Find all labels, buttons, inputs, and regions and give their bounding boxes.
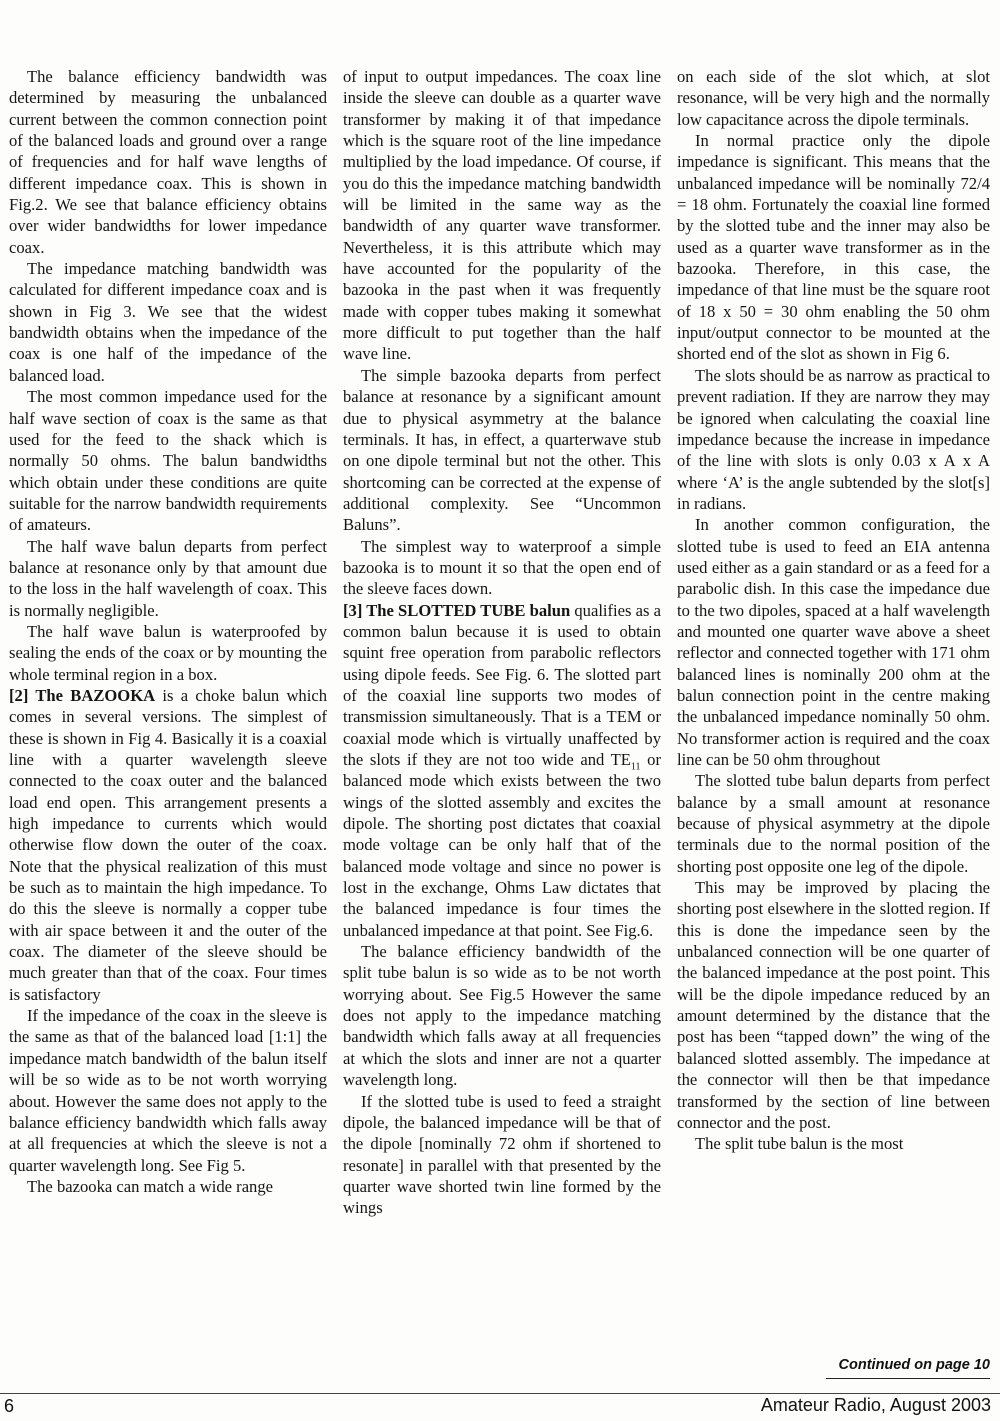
paragraph-body: is a choke balun which comes in several versions. The simplest of these is shown in Fig 4. Basically it is a coaxial line with a quarter wavelength sleeve connected to the coax outer and the balanced load end open. This arrangement presents a high impedance to currents which would otherwise flow down the outer of the coax. Note that the physical realization of this must be such as to maintain the high impedance. To do this the sleeve is normally a copper tube with air space between it and the outer of the coax. The diameter of the sleeve should be much greater than that of the coax. Four times is satisfactory bbox=[9, 685, 327, 1004]
text-column-3 bbox=[677, 66, 990, 1366]
continued-note: Continued on page 10 bbox=[838, 1357, 990, 1373]
paragraph: If the slotted tube is used to feed a straight dipole, the balanced impedance will be that of the dipole [nominally 72 ohm if shortened to resonate] in parallel with that presented by the quarter wave shorted twin line formed by the wings bbox=[343, 1091, 661, 1218]
section-heading-bazooka: [2] The BAZOOKA bbox=[9, 685, 156, 705]
paragraph: In normal practice only the dipole impedance is significant. This means that the unbalanced impedance will be nominally 72/4 = 18 ohm. Fortunately the coaxial line formed by the slotted tube and the inner may also be used as a quarter wave transformer as in the bazooka. Therefore, in this case, the impedance of that line must be the square root of 18 x 50 = 30 ohm enabling the 50 ohm input/output connector to be mounted at the shorted end of the slot as shown in Fig 6. bbox=[677, 131, 990, 364]
section-paragraph-slotted-tube bbox=[343, 600, 661, 942]
paragraph: The split tube balun is the most bbox=[695, 1134, 904, 1154]
paragraph: The balance efficiency bandwidth of the split tube balun is so wide as to be not worth worrying about. See Fig.5 However the same does not apply to the impedance matching bandwidth which falls away at all frequencies at which the slots and inner are not a quarter wavelength long. bbox=[343, 942, 661, 1090]
paragraph: The half wave balun is waterproofed by sealing the ends of the coax or by mounting the whole terminal region in a box. bbox=[9, 621, 327, 684]
footer-rule bbox=[0, 1393, 1000, 1394]
paragraph: The slotted tube balun departs from perfect balance by a small amount at resonance because of physical asymmetry at the dipole terminals due to the normal position of the shorting post opposite one leg of the dipole. bbox=[677, 771, 990, 876]
paragraph: The half wave balun departs from perfect balance at resonance only by that amount due to the loss in the half wavelength of coax. This is normally negligible. bbox=[9, 536, 327, 620]
text-column-1 bbox=[9, 66, 327, 1366]
paragraph: The simple bazooka departs from perfect balance at resonance by a significant amount due to physical asymmetry at the balance terminals. It has, in effect, a quarterwave stub on one dipole terminal but not the other. This shortcoming can be corrected at the expense of additional complexity. See “Uncommon Baluns”. bbox=[343, 365, 661, 535]
paragraph: The impedance matching bandwidth was calculated for different impedance coax and is shown in Fig 3. We see that the widest bandwidth obtains when the impedance of the coax is one half of the impedance of the balanced load. bbox=[9, 259, 327, 385]
page-number: 6 bbox=[4, 1396, 15, 1416]
paragraph: The bazooka can match a wide range bbox=[27, 1176, 274, 1196]
paragraph: If the impedance of the coax in the sleeve is the same as that of the balanced load [1:1] the impedance match bandwidth of the balun itself will be so wide as to be not worth worrying about. However the same does not apply to the balance efficiency bandwidth which falls away at all frequencies at which the sleeve is not a quarter wavelength long. See Fig 5. bbox=[9, 1006, 327, 1175]
mode-subscript: 11 bbox=[630, 761, 641, 773]
paragraph: on each side of the slot which, at slot resonance, will be very high and the normally low capacitance across the dipole terminals. bbox=[677, 67, 990, 129]
paragraph: of input to output impedances. The coax line inside the sleeve can double as a quarter wave transformer by making it of that impedance which is the square root of the line impedance multiplied by the load impedance. Of course, if you do this the impedance matching bandwidth will be limited in the same way as the bandwidth of any quarter wave transformer. Nevertheless, it is this attribute which may have accounted for the popularity of the bazooka in the past when it was frequently made with copper tubes making it somewhat more difficult to put together than the half wave line. bbox=[343, 67, 661, 364]
text-column-2 bbox=[343, 66, 661, 1366]
section-heading-slotted-tube: [3] The SLOTTED TUBE balun bbox=[343, 600, 571, 620]
publication-info: Amateur Radio, August 2003 bbox=[760, 1395, 991, 1415]
section-paragraph-bazooka bbox=[9, 685, 327, 1005]
continued-rule bbox=[826, 1378, 990, 1379]
paragraph: The most common impedance used for the half wave section of coax is the same as that used for the feed to the shack which is normally 50 ohms. The balun bandwidths which obtain under these conditions are quite suitable for the narrow bandwidth requirements of amateurs. bbox=[9, 387, 327, 535]
paragraph: The slots should be as narrow as practical to prevent radiation. If they are narrow they may be ignored when calculating the coaxial line impedance because the increase in impedance of the line with slots is only 0.03 x A x A where ‘A’ is the angle subtended by the slot[s] in radians. bbox=[677, 365, 990, 513]
paragraph: The balance efficiency bandwidth was determined by measuring the unbalanced current between the common connection point of the balanced loads and ground over a range of frequencies and for half wave lengths of different impedance coax. This is shown in Fig.2. We see that balance efficiency obtains over wider bandwidths for lower impedance coax. bbox=[9, 67, 327, 257]
paragraph-body: qualifies as a common balun because it is used to obtain squint free operation from parabolic reflectors using dipole feeds. See Fig. 6. The slotted part of the coaxial line supports two modes of transmission simultaneously. That is a TEM or coaxial mode which is virtually unaffected by the slots if they are not too wide and TE bbox=[343, 600, 661, 769]
paragraph: This may be improved by placing the shorting post elsewhere in the slotted region. If this is done the impedance seen by the unbalanced connection will be one quarter of the balanced impedance at the post point. This will be the dipole impedance reduced by an amount determined by the distance that the post has been “tapped down” the wing of the balanced slotted assembly. The impedance at the connector will then be that impedance transformed by the section of line between connector and the post. bbox=[677, 878, 990, 1132]
paragraph: In another common configuration, the slotted tube is used to feed an EIA antenna used either as a gain standard or as a feed for a parabolic dish. In this case the impedance due to the two dipoles, spaced at a half wavelength and mounted one quarter wave above a sheet reflector and connected together with 171 ohm balanced lines is nominally 200 ohm at the balun connection point in the centre making the unbalanced impedance nominally 50 ohm. No transformer action is required and the coax line can be 50 ohm throughout bbox=[677, 515, 990, 769]
paragraph: The simplest way to waterproof a simple bazooka is to mount it so that the open end of the sleeve faces down. bbox=[343, 536, 661, 599]
paragraph-body: or balanced mode which exists between the two wings of the slotted assembly and excites the dipole. The shorting post dictates that coaxial mode voltage can be only half that of the balanced mode voltage and since no power is lost in the exchange, Ohms Law dictates that the balanced impedance is four times the unbalanced impedance at that point. See Fig.6. bbox=[343, 750, 661, 940]
